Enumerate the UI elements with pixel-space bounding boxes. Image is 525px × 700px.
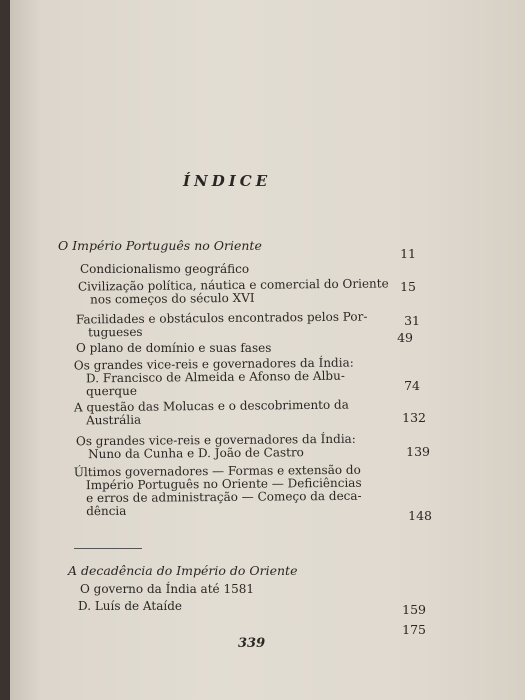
- toc-page-2: 15: [400, 279, 416, 294]
- entry-line: Civilização política, náutica e comercial do Oriente: [77, 276, 389, 294]
- bleed-through-text: [365, 40, 485, 200]
- entry-line: Os grandes vice-reis e governadores da Índia:: [73, 355, 354, 373]
- toc-page-6: 132: [402, 410, 426, 425]
- toc-entry-7: [76, 433, 356, 461]
- section-title-1: O Império Português no Oriente: [58, 238, 262, 253]
- entry-line: Austrália: [85, 412, 142, 428]
- section-divider: [74, 548, 142, 549]
- entry-line: dência: [86, 503, 127, 519]
- entry-line: Os grandes vice-reis e governadores da Índia:: [75, 431, 356, 449]
- section-1-page: 11: [400, 246, 416, 261]
- index-heading: ÍNDICE: [183, 172, 272, 190]
- entry-line: O plano de domínio e suas fases: [76, 341, 272, 355]
- toc-entry-9: [80, 583, 254, 596]
- entry-line: Facilidades e obstáculos encontrados pelos Por-: [75, 309, 368, 327]
- entry-line: A questão das Molucas e o descobrimento da: [73, 397, 349, 415]
- toc-entry-1: [80, 263, 249, 276]
- toc-entry-2: [78, 277, 389, 306]
- entry-line: Nuno da Cunha e D. João de Castro: [87, 445, 304, 462]
- entry-line: tugueses: [87, 324, 143, 340]
- toc-page-4: 49: [397, 330, 413, 345]
- entry-line: Império Português no Oriente — Deficiências: [85, 475, 362, 493]
- book-page: [10, 0, 525, 700]
- toc-page-10: 159: [402, 602, 426, 617]
- entry-line: O governo da Índia até 1581: [80, 582, 254, 596]
- toc-page-3: 31: [404, 313, 420, 328]
- entry-line: Condicionalismo geográfico: [80, 262, 250, 276]
- toc-page-8: 148: [408, 508, 432, 523]
- entry-line: querque: [86, 383, 137, 399]
- page-number: 339: [238, 636, 266, 651]
- entry-line: D. Francisco de Almeida e Afonso de Albu-: [85, 368, 345, 386]
- entry-line: Últimos governadores — Formas e extensão do: [73, 462, 361, 480]
- toc-entry-5: [74, 357, 354, 399]
- toc-entry-10: [78, 600, 182, 613]
- toc-entry-3: [76, 310, 368, 339]
- entry-line: e erros de administração — Começo da deca-: [85, 488, 362, 506]
- section-title-2: A decadência do Império do Oriente: [68, 563, 298, 578]
- toc-page-5: 74: [404, 378, 420, 393]
- toc-page-7: 139: [406, 444, 430, 459]
- toc-entry-8: [74, 464, 362, 519]
- toc-page-11: 175: [402, 622, 426, 637]
- toc-entry-6: [74, 399, 349, 428]
- entry-line: nos começos do século XVI: [89, 290, 255, 307]
- toc-entry-4: [76, 342, 271, 355]
- entry-line: D. Luís de Ataíde: [78, 599, 182, 613]
